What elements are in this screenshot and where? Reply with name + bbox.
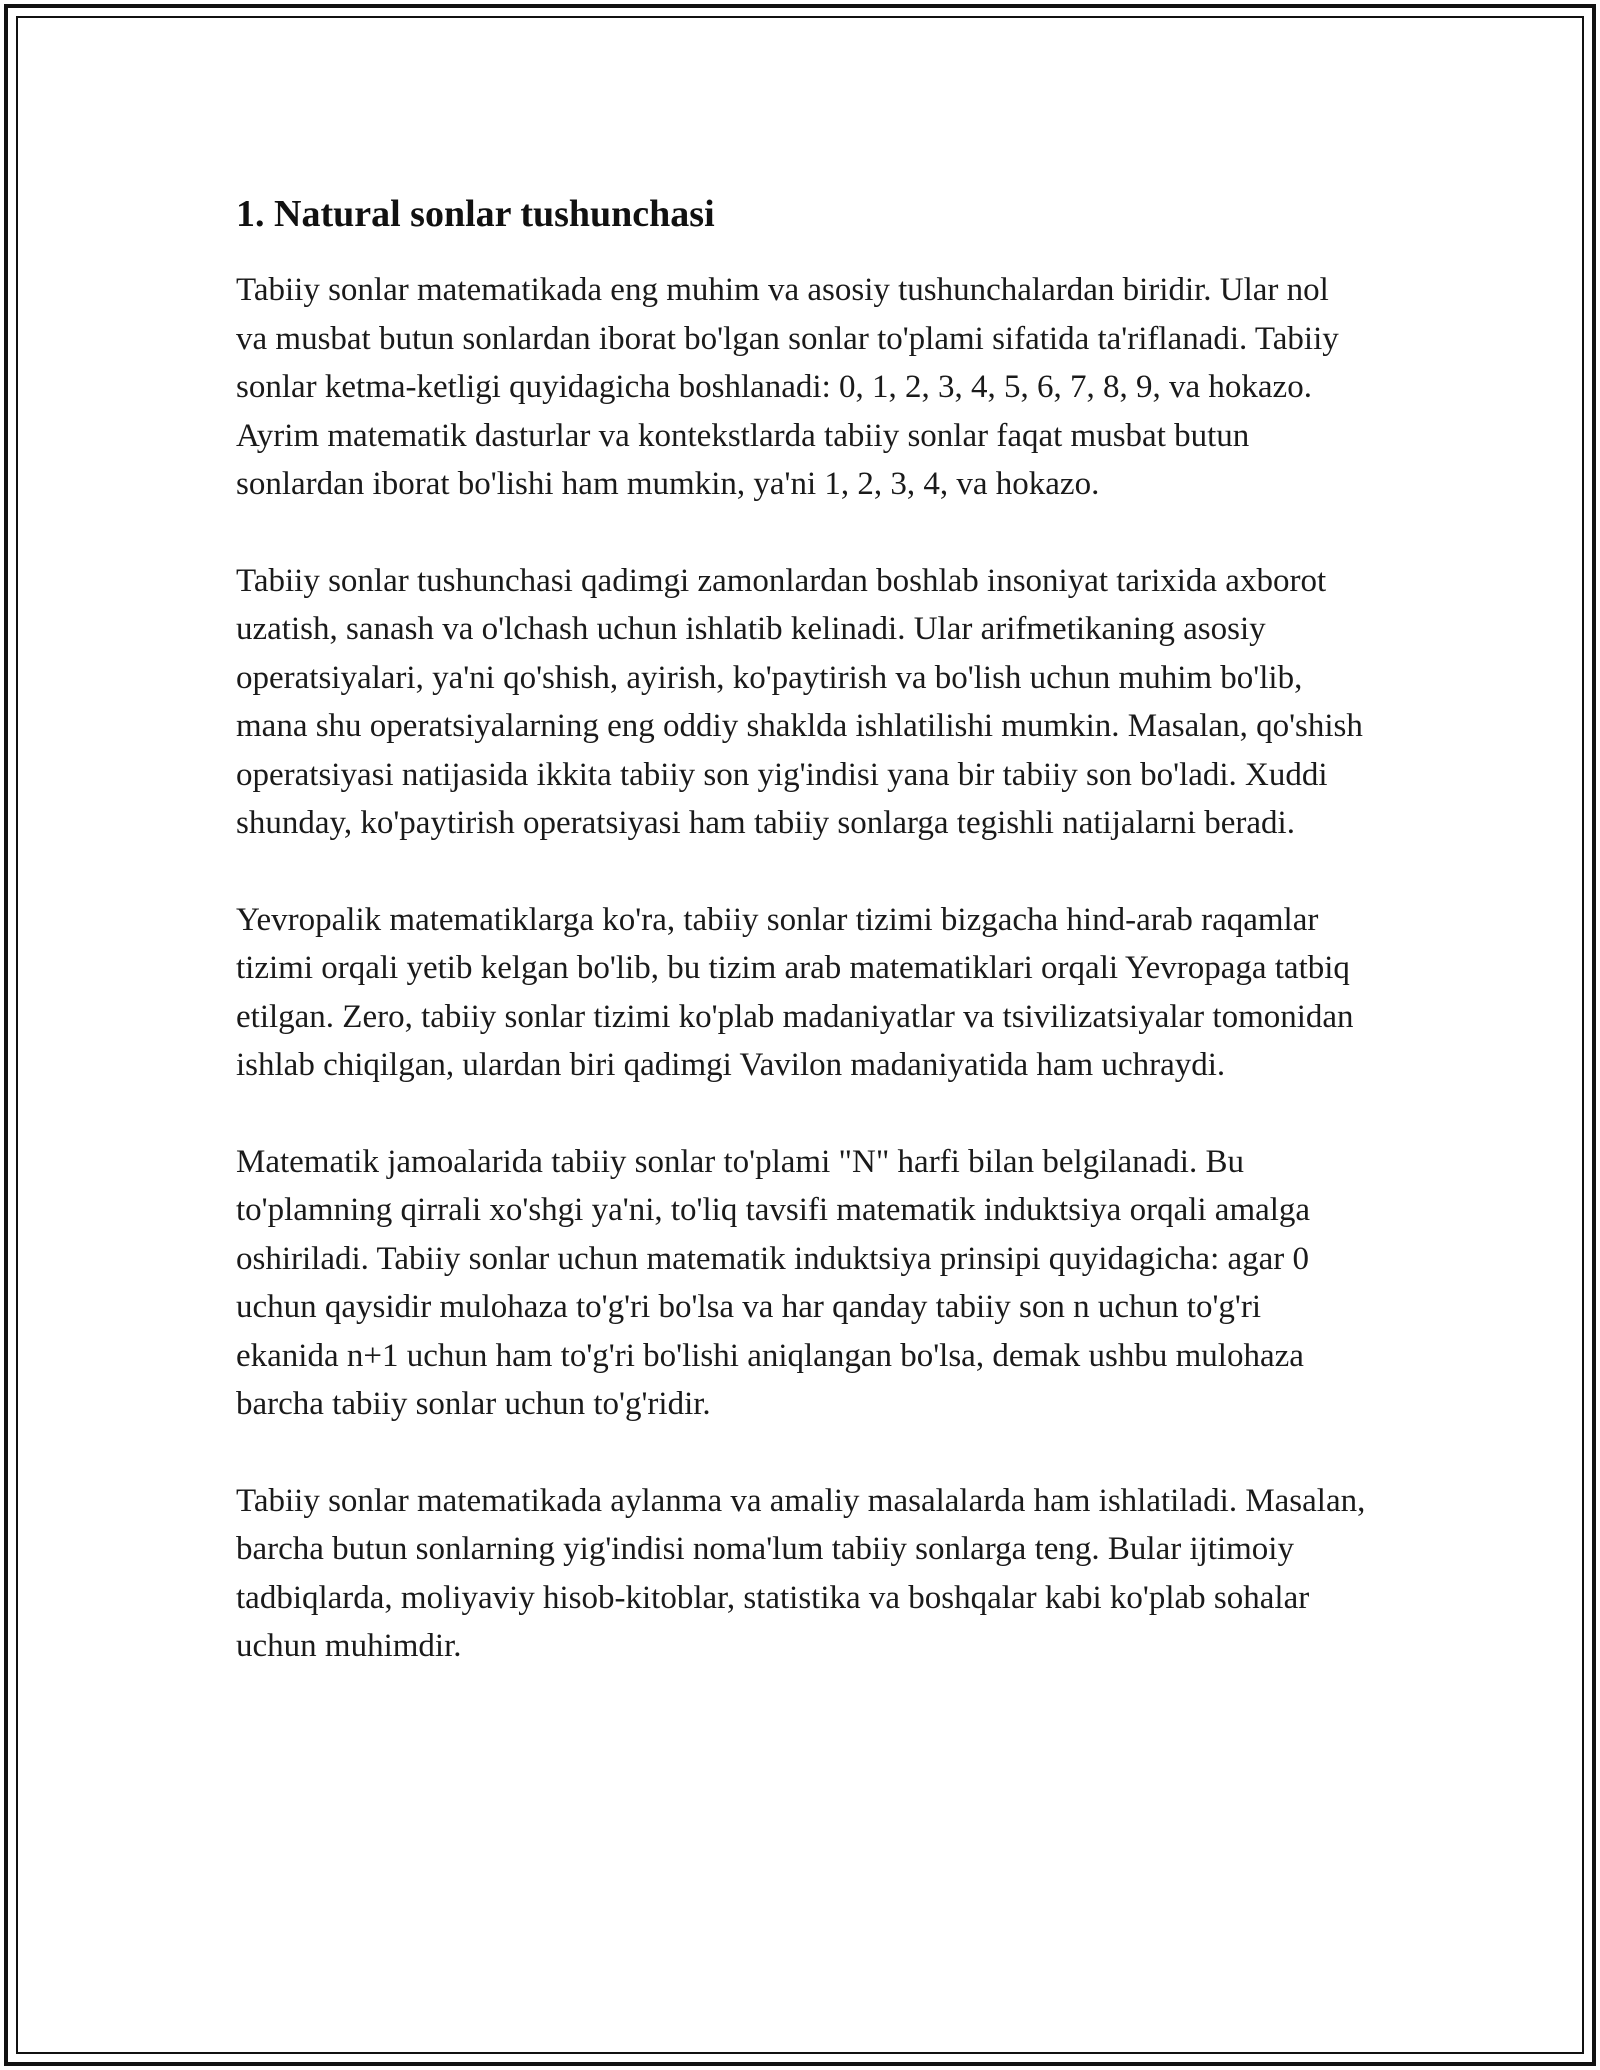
- paragraph-1: Tabiiy sonlar matematikada eng muhim va asosiy tushunchalardan biridir. Ular nol va musbat butun sonlardan iborat bo'lgan sonlar to'plami sifatida ta'riflanadi. Tabiiy sonlar ketma-ketligi quyidagicha boshlanadi: 0, 1, 2, 3, 4, 5, 6, 7, 8, 9, va hokazo. Ayrim matematik dasturlar va kontekstlarda tabiiy sonlar faqat musbat butun sonlardan iborat bo'lishi ham mumkin, ya'ni 1, 2, 3, 4, va hokazo.: [236, 272, 1339, 502]
- paragraph-5: Tabiiy sonlar matematikada aylanma va amaliy masalalarda ham ishlatiladi. Masalan, barcha butun sonlarning yig'indisi noma'lum tabiiy sonlarga teng. Bular ijtimoiy tadbiqlarda, moliyaviy hisob-kitoblar, statistika va boshqalar kabi ko'plab sohalar uchun muhimdir.: [236, 1482, 1366, 1664]
- paragraph-2: Tabiiy sonlar tushunchasi qadimgi zamonlardan boshlab insoniyat tarixida axborot uzatish, sanash va o'lchash uchun ishlatib kelinadi. Ular arifmetikaning asosiy operatsiyalari, ya'ni qo'shish, ayirish, ko'paytirish va bo'lish uchun muhim bo'lib, mana shu operatsiyalarning eng oddiy shaklda ishlatilishi mumkin. Masalan, qo'shish operatsiyasi natijasida ikkita tabiiy son yig'indisi yana bir tabiiy son bo'ladi. Xuddi shunday, ko'paytirish operatsiyasi ham tabiiy sonlarga tegishli natijalarni beradi.: [236, 562, 1363, 841]
- paragraph-3: Yevropalik matematiklarga ko'ra, tabiiy sonlar tizimi bizgacha hind-arab raqamlar tizimi orqali yetib kelgan bo'lib, bu tizim arab matematiklari orqali Yevropaga tatbiq etilgan. Zero, tabiiy sonlar tizimi ko'plab madaniyatlar va tsivilizatsiyalar tomonidan ishlab chiqilgan, ulardan biri qadimgi Vavilon madaniyatida ham uchraydi.: [236, 901, 1354, 1083]
- section-heading: 1. Natural sonlar tushunchasi: [236, 193, 715, 235]
- paragraph-4: Matematik jamoalarida tabiiy sonlar to'plami "N" harfi bilan belgilanadi. Bu to'plamning qirrali xo'shgi ya'ni, to'liq tavsifi matematik induktsiya orqali amalga oshiriladi. Tabiiy sonlar uchun matematik induktsiya prinsipi quyidagicha: agar 0 uchun qaysidir mulohaza to'g'ri bo'lsa va har qanday tabiiy son n uchun to'g'ri ekanida n+1 uchun ham to'g'ri bo'lishi aniqlangan bo'lsa, demak ushbu mulohaza barcha tabiiy sonlar uchun to'g'ridir.: [236, 1143, 1311, 1422]
- document-body: [236, 190, 1366, 1719]
